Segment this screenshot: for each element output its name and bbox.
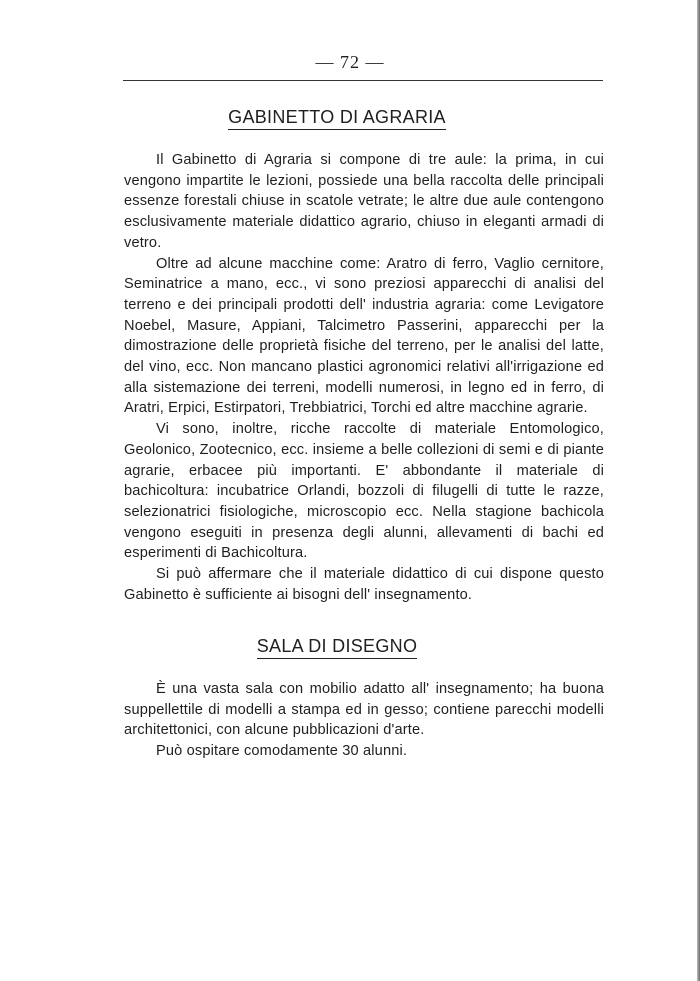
section-body-gabinetto-di-agraria bbox=[124, 150, 604, 605]
paragraph: Oltre ad alcune macchine come: Aratro di ferro, Vaglio cernitore, Seminatrice a mano, ecc., vi sono preziosi apparecchi di analisi del terreno e dei principali prodotti dell' industria agraria: come Levigatore Noebel, Masure, Appiani, Talcimetro Passerini, apparecchi per la dimostrazione delle proprietà fisiche del terreno, per le analisi del latte, del vino, ecc. Non mancano plastici agronomici relativi all'irrigazione ed alla sistemazione dei terreni, modelli numerosi, in legno ed in ferro, di Aratri, Erpici, Estirpatori, Trebbiatrici, Torchi ed altre macchine agrarie. bbox=[124, 255, 604, 417]
paragraph: Può ospitare comodamente 30 alunni. bbox=[156, 743, 408, 760]
header-rule bbox=[123, 80, 603, 81]
paragraph: È una vasta sala con mobilio adatto all' insegnamento; ha buona suppellettile di modelli a stampa ed in gesso; contiene parecchi modelli architettonici, con alcune pubblicazioni d'arte. bbox=[124, 681, 604, 739]
section-heading-gabinetto-di-agraria bbox=[0, 107, 687, 130]
paragraph: Il Gabinetto di Agraria si compone di tre aule: la prima, in cui vengono impartite le lezioni, possiede una bella raccolta delle principali essenze forestali chiuse in scatole vetrate; le altre due aule contengono esclusivamente materiale didattico agrario, chiuso in eleganti armadi di vetro. bbox=[124, 152, 604, 251]
section-heading-sala-di-disegno bbox=[0, 636, 687, 659]
paragraph: Si può affermare che il materiale didattico di cui dispone questo Gabinetto è sufficiente ai bisogni dell' insegnamento. bbox=[124, 566, 604, 603]
paragraph: Vi sono, inoltre, ricche raccolte di materiale Entomologico, Geolonico, Zootecnico, ecc. insieme a belle collezioni di semi e di piante agrarie, erbacee più importanti. E' abbondante il materiale di bachicoltura: incubatrice Orlandi, bozzoli di filugelli di tutte le razze, selezionatrici fisiologiche, microscopio ecc. Nella stagione bachicola vengono eseguiti in presenza degli alunni, allevamenti di bachi ed esperimenti di Bachicoltura. bbox=[124, 421, 604, 562]
section-heading-text: SALA DI DISEGNO bbox=[257, 636, 418, 659]
section-body-sala-di-disegno bbox=[124, 679, 604, 762]
page-number: — 72 — bbox=[315, 52, 385, 72]
section-heading-text: GABINETTO DI AGRARIA bbox=[228, 107, 446, 130]
